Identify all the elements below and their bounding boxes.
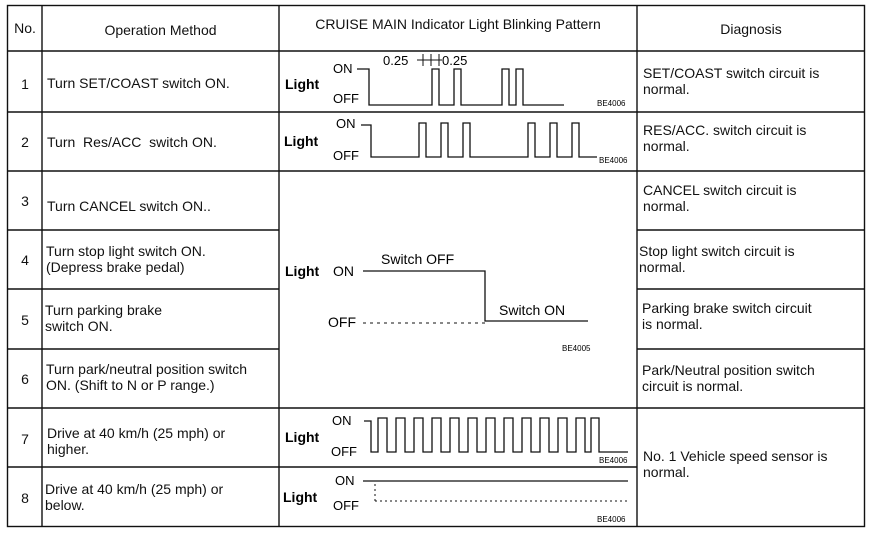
row-3-diagnosis: CANCEL switch circuit is normal. (643, 182, 797, 214)
row-7-waveform (279, 408, 637, 467)
row-1-no: 1 (21, 76, 29, 92)
row-2-waveform (279, 112, 637, 171)
on-label: ON (333, 263, 354, 279)
row-1-waveform (279, 51, 637, 112)
row-6-diagnosis: Park/Neutral position switch circuit is normal. (642, 362, 815, 394)
header-no: No. (14, 20, 36, 36)
row-3-method: Turn CANCEL switch ON.. (47, 198, 211, 214)
blink-signal (361, 123, 597, 157)
row-4-diagnosis: Stop light switch circuit is normal. (639, 243, 795, 275)
diagram-code: BE4005 (562, 344, 591, 353)
header-diagnosis: Diagnosis (720, 21, 782, 37)
row-1-diagnosis: SET/COAST switch circuit is normal. (643, 65, 820, 97)
switch-off-label: Switch OFF (381, 251, 455, 267)
interval-a-label: 0.25 (383, 53, 409, 68)
on-label: ON (336, 116, 356, 131)
diagram-code: BE4006 (599, 456, 628, 465)
light-label: Light (285, 429, 320, 445)
row-7-8-diagnosis: No. 1 Vehicle speed sensor is normal. (643, 448, 828, 480)
row-6-no: 6 (21, 371, 29, 387)
off-label: OFF (328, 314, 356, 330)
on-label: ON (333, 61, 353, 76)
rows-3-6-waveform (279, 171, 637, 408)
row-2-diagnosis: RES/ACC. switch circuit is normal. (643, 122, 807, 154)
light-label: Light (284, 133, 319, 149)
row-4-method: Turn stop light switch ON. (Depress brake pedal) (46, 243, 206, 275)
row-5-diagnosis: Parking brake switch circuit is normal. (642, 300, 812, 332)
header-blinking-pattern: CRUISE MAIN Indicator Light Blinking Pattern (315, 16, 601, 32)
interval-b-label: 0.25 (442, 53, 468, 68)
header-operation-method: Operation Method (104, 22, 217, 38)
light-label: Light (283, 489, 318, 505)
off-label: OFF (331, 444, 357, 459)
row-8-waveform (279, 467, 637, 527)
diagram-code: BE4006 (597, 99, 626, 108)
row-8-method: Drive at 40 km/h (25 mph) or below. (45, 481, 224, 513)
blink-signal (364, 418, 628, 452)
light-label: Light (285, 263, 320, 279)
row-4-no: 4 (21, 252, 29, 268)
diagram-code: BE4006 (599, 156, 628, 165)
row-2-no: 2 (21, 134, 29, 150)
switch-on-label: Switch ON (499, 302, 566, 318)
row-3-no: 3 (21, 193, 29, 209)
on-label: ON (332, 413, 352, 428)
row-1-method: Turn SET/COAST switch ON. (47, 75, 230, 91)
blink-signal (357, 69, 564, 105)
row-2-method: Turn Res/ACC switch ON. (47, 134, 217, 150)
off-label: OFF (333, 498, 359, 513)
light-label: Light (285, 76, 320, 92)
off-label: OFF (333, 148, 359, 163)
row-6-method: Turn park/neutral position switch ON. (Shift to N or P range.) (46, 361, 248, 393)
diagram-code: BE4006 (597, 515, 626, 524)
row-7-method: Drive at 40 km/h (25 mph) or higher. (47, 425, 226, 457)
on-label: ON (335, 473, 355, 488)
row-8-no: 8 (21, 490, 29, 506)
row-5-method: Turn parking brake switch ON. (45, 302, 162, 334)
row-5-no: 5 (21, 312, 29, 328)
off-label: OFF (333, 91, 359, 106)
row-7-no: 7 (21, 431, 29, 447)
